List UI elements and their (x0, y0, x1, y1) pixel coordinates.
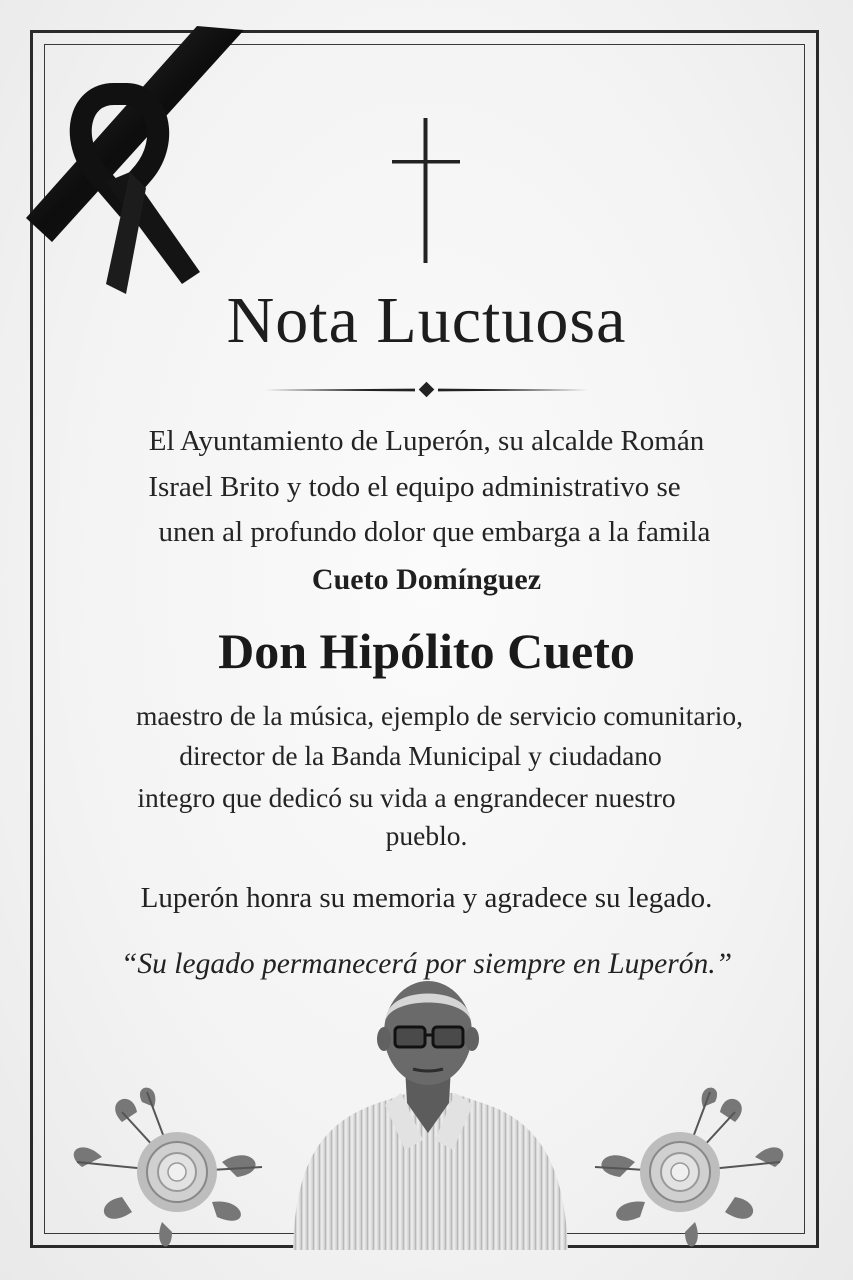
honor-line: Luperón honra su memoria y agradece su legado. (140, 882, 713, 914)
memorial-quote: “Su legado permanecerá por siempre en Luperón.” (121, 948, 732, 980)
description-line-4: pueblo. (385, 820, 468, 851)
rose-icon (62, 1082, 292, 1252)
deceased-name: Don Hipólito Cueto (218, 623, 635, 679)
page-title: Nota Luctuosa (226, 284, 627, 357)
family-name: Cueto Domínguez (311, 563, 542, 596)
portrait-photo (283, 975, 573, 1250)
description-line-3: integro que dedicó su vida a engrandecer nuestro (137, 782, 676, 813)
cross-icon (390, 118, 462, 263)
description-line-2: director de la Banda Municipal y ciudadano (179, 740, 662, 771)
mourning-ribbon-icon (22, 22, 252, 302)
intro-line-2: Israel Brito y todo el equipo administrativo se (148, 471, 681, 503)
ornamental-divider (265, 380, 588, 400)
rose-icon (565, 1082, 795, 1252)
intro-line-3: unen al profundo dolor que embarga a la famila (158, 516, 711, 548)
intro-line-1: El Ayuntamiento de Luperón, su alcalde Román (148, 425, 705, 457)
description-line-1: maestro de la música, ejemplo de servicio comunitario, (135, 700, 744, 731)
